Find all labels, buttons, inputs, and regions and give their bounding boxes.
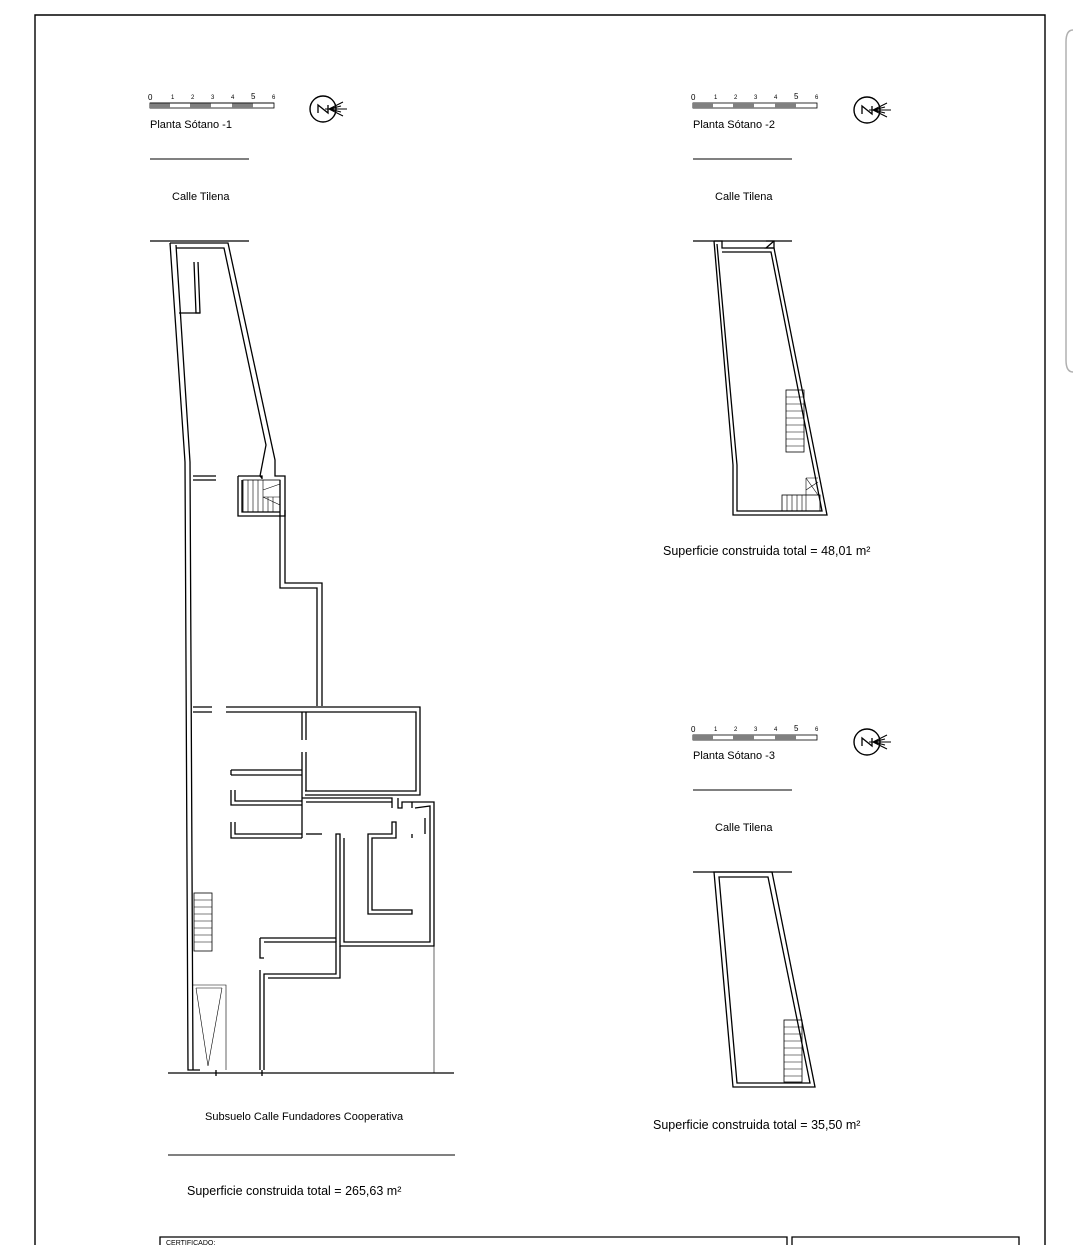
scale-tick: 5 <box>794 92 799 101</box>
scale-tick: 1 <box>714 95 718 101</box>
title-block <box>160 1237 1019 1245</box>
scale-bar-s3 <box>693 735 817 740</box>
floor-plan-s3 <box>693 872 815 1087</box>
scale-bar-s2 <box>693 103 817 108</box>
scale-tick: 0 <box>691 93 696 102</box>
floor-plan-s2 <box>693 241 827 515</box>
north-arrow-icon <box>854 97 891 123</box>
street-label: Calle Tilena <box>715 822 773 834</box>
scale-tick: 5 <box>251 92 256 101</box>
area-label: Superficie construida total = 265,63 m² <box>187 1184 402 1198</box>
scale-tick: 1 <box>171 95 175 101</box>
scale-tick: 0 <box>691 725 696 734</box>
certified-label: CERTIFICADO: <box>166 1240 216 1247</box>
street-label: Subsuelo Calle Fundadores Cooperativa <box>205 1111 404 1123</box>
scale-tick: 4 <box>231 95 235 101</box>
scale-tick: 4 <box>774 95 778 101</box>
north-arrow-icon <box>310 96 347 122</box>
street-label: Calle Tilena <box>715 191 773 203</box>
area-label: Superficie construida total = 48,01 m² <box>663 544 871 558</box>
floor-plan-s1 <box>150 241 454 1076</box>
scale-tick: 5 <box>794 724 799 733</box>
page-edge <box>1066 30 1073 372</box>
scale-tick: 6 <box>815 95 819 101</box>
scale-tick: 6 <box>272 95 276 101</box>
plan-title: Planta Sótano -1 <box>150 119 232 131</box>
scale-tick: 1 <box>714 727 718 733</box>
scale-tick: 3 <box>211 95 215 101</box>
area-label: Superficie construida total = 35,50 m² <box>653 1118 861 1132</box>
scale-tick: 2 <box>191 95 195 101</box>
scale-tick: 2 <box>734 727 738 733</box>
scale-tick: 2 <box>734 95 738 101</box>
scale-tick: 4 <box>774 727 778 733</box>
street-label: Calle Tilena <box>172 191 230 203</box>
scale-tick: 3 <box>754 95 758 101</box>
scale-tick: 0 <box>148 93 153 102</box>
plan-title: Planta Sótano -3 <box>693 750 775 762</box>
scale-tick: 3 <box>754 727 758 733</box>
plan-title: Planta Sótano -2 <box>693 119 775 131</box>
north-arrow-icon <box>854 729 891 755</box>
scale-tick: 6 <box>815 727 819 733</box>
scale-bar-s1 <box>150 103 274 108</box>
